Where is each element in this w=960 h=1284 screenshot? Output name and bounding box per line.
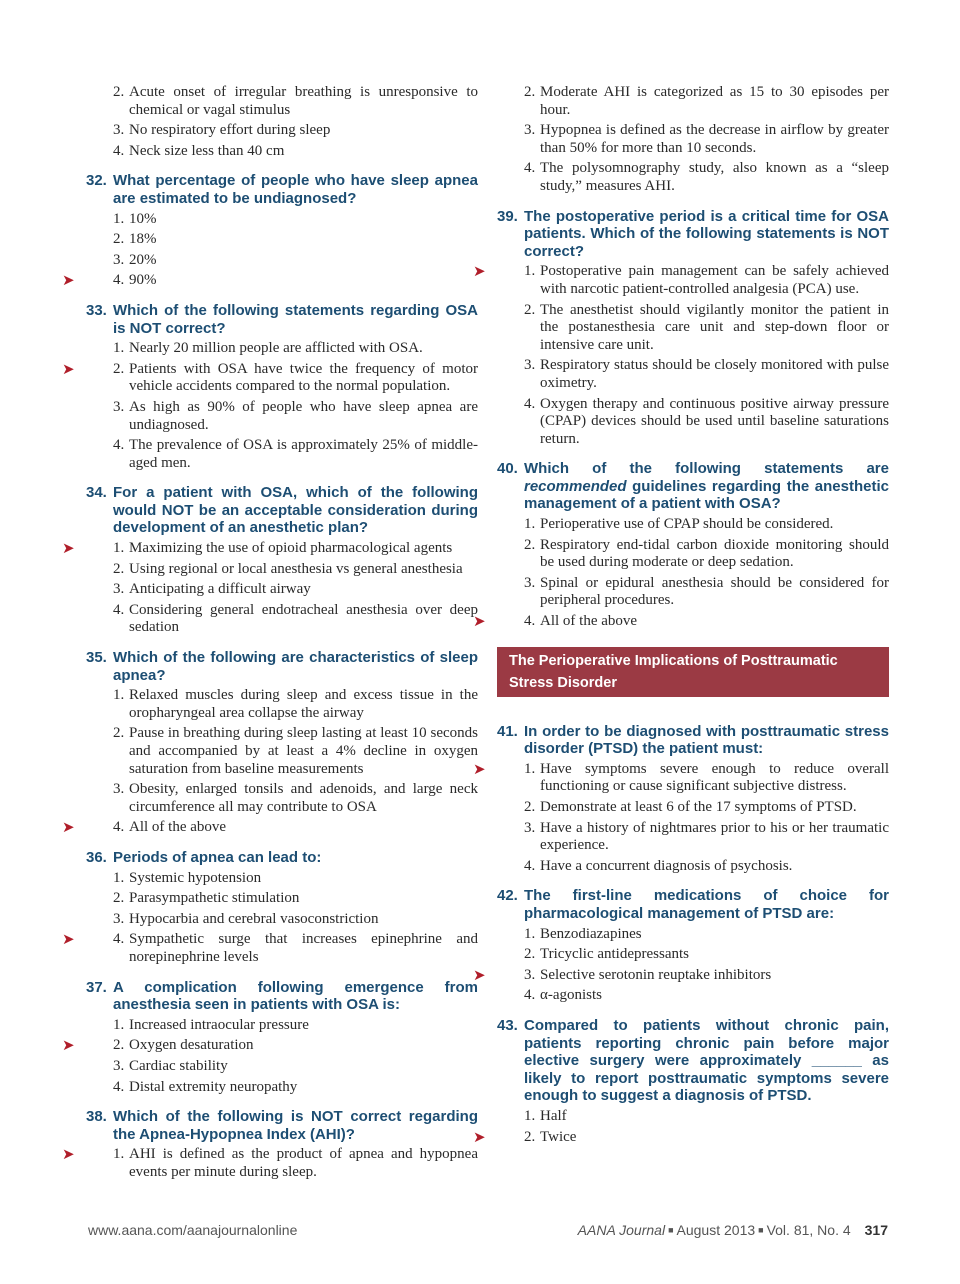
option-text: The prevalence of OSA is approximately 25% of middle-aged men. [129,437,478,471]
option-number: 1. [524,1107,536,1124]
question-number: 35. [86,649,107,667]
question-stem [86,978,478,1014]
option-number: 4. [524,395,536,412]
option [113,231,478,249]
option-text: Pause in breathing during sleep lasting at least 10 seconds and accompanied by at least a 4% decline in oxygen saturation from baseline measurements [129,725,478,777]
option [113,1079,478,1097]
option-text: Hypocarbia and cerebral vasoconstriction [129,910,379,927]
option-number: 2. [113,890,125,907]
option-text: Benzodiazapines [540,925,642,942]
option [62,539,478,558]
option-text: Increased intraocular pressure [129,1016,309,1033]
option-text: Half [540,1107,567,1124]
option [113,687,478,722]
option-number: 3. [113,910,125,927]
answer-arrow-icon: ➤ [62,1145,75,1164]
option: 4. Neck size less than 40 cm [113,142,285,159]
question-36 [62,848,478,967]
answer-arrow-icon: ➤ [62,359,75,378]
question-stem [86,649,478,684]
option-number: 2. [113,360,125,377]
option [473,1127,889,1147]
question-text: In order to be diagnosed with posttraumatic stress disorder (PTSD) the patient must: [524,722,889,758]
option: 2. Moderate AHI is categorized as 15 to 30 episodes per hour. [524,84,889,118]
option-text: Twice [540,1128,577,1145]
option [524,516,889,534]
question-stem [86,301,478,337]
question-33 [62,301,478,472]
option-text: Considering general endotracheal anesthesia over deep sedation [129,601,478,636]
option-number: 1. [113,687,125,704]
option [524,858,889,876]
option-number: 3. [113,581,125,598]
option-text: Cardiac stability [129,1057,228,1074]
option [62,1145,478,1181]
answer-arrow-icon: ➤ [62,930,75,949]
option [62,930,478,966]
option-text: The anesthetist should vigilantly monitor the patient in the postanesthesia care unit and step-down floor or intensive care unit. [540,301,889,353]
question-40 [473,460,889,631]
option-text: Oxygen desaturation [129,1037,254,1054]
left-column [62,84,478,1193]
question-32 [62,172,478,290]
question-41 [473,722,889,876]
question-text: For a patient with OSA, which of the following would NOT be an acceptable consideration during development of an anesthetic plan? [113,484,478,537]
option-text: Have a concurrent diagnosis of psychosis. [540,857,793,874]
option-text: 18% [129,231,157,248]
option-number: 4. [113,601,125,618]
option-text: α-agonists [540,987,603,1004]
section-banner: The Perioperative Implications of Posttraumatic Stress Disorder [497,647,889,697]
option-number: 2. [113,231,125,248]
option-number: 3. [524,966,536,983]
footer-citation [578,1222,888,1238]
option-text: Sympathetic surge that increases epinephrine and norepinephrine levels [129,931,478,965]
option [62,1036,478,1055]
option-list [473,516,889,631]
option-text: Nearly 20 million people are afflicted with OSA. [129,340,423,357]
option [524,1108,889,1126]
option-number: 2. [524,536,536,553]
option [524,396,889,449]
option [113,252,478,270]
question-number: 37. [86,978,107,996]
option-text: Maximizing the use of opioid pharmacological agents [129,540,453,557]
option [473,965,889,985]
option-number: 1. [113,210,125,227]
option-text: All of the above [129,819,227,836]
answer-arrow-icon: ➤ [62,1036,75,1055]
option [113,911,478,929]
option [113,781,478,816]
option-number: 2. [524,799,536,815]
right-question-list-b [473,722,889,1146]
option [524,946,889,964]
question-stem [86,484,478,537]
option-text: Oxygen therapy and continuous positive airway pressure (CPAP) devices should be used until baseline saturations return. [540,395,889,447]
question-42 [473,887,889,1005]
option-number: 2. [524,301,536,318]
option [113,725,478,778]
option-number: 1. [113,1146,125,1163]
question-number: 32. [86,172,107,190]
question-number: 43. [497,1016,518,1034]
question-stem [497,722,889,758]
q31-continuation [86,84,478,160]
question-stem [497,1016,889,1105]
option-number: 1. [113,340,125,357]
option [113,437,478,472]
option [113,561,478,579]
option [473,612,889,631]
option-text: Systemic hypotension [129,869,262,886]
option [524,357,889,392]
question-number: 36. [86,848,107,866]
option-number: 4. [113,819,125,836]
left-question-list [62,172,478,1181]
option-number: 4. [524,857,536,874]
option-text: Respiratory end-tidal carbon dioxide monitoring should be used during moderate or deep sedation. [540,536,889,571]
option-text: 20% [129,251,157,268]
option-number: 1. [113,1016,125,1033]
question-text: Which of the following are characteristics of sleep apnea? [113,649,478,684]
option-text: Have symptoms severe enough to reduce overall functioning or cause significant subjective distress. [540,760,889,795]
option-text: Selective serotonin reuptake inhibitors [540,966,772,983]
option-text: 10% [129,210,157,227]
question-number: 41. [497,722,518,740]
question-text: Which of the following statements regarding OSA is NOT correct? [113,301,478,337]
option [473,759,889,796]
option-text: Distal extremity neuropathy [129,1078,298,1095]
question-38 [62,1108,478,1181]
option [524,987,889,1005]
option: 2. Acute onset of irregular breathing is unresponsive to chemical or vagal stimulus [113,84,478,118]
option-text: Postoperative pain management can be safely achieved with narcotic patient-controlled analgesia (PCA) use. [540,263,889,297]
option [524,799,889,817]
answer-arrow-icon: ➤ [473,612,486,631]
option [113,399,478,434]
answer-arrow-icon: ➤ [473,262,486,281]
option-text: Using regional or local anesthesia vs general anesthesia [129,560,463,577]
option [113,581,478,599]
question-43 [473,1016,889,1146]
right-column [473,84,889,1158]
question-37 [62,978,478,1097]
option-text: As high as 90% of people who have sleep apnea are undiagnosed. [129,398,478,433]
option [524,926,889,944]
option-text: Parasympathetic stimulation [129,890,300,907]
option-number: 3. [524,819,536,836]
question-text: The first-line medications of choice for pharmacological management of PTSD are: [524,887,889,922]
question-stem [497,207,889,261]
question-stem [497,887,889,922]
option [113,602,478,637]
option: 3. No respiratory effort during sleep [113,122,331,139]
answer-arrow-icon: ➤ [62,818,75,837]
option-number: 1. [113,540,125,557]
journal-name: AANA Journal [577,1222,666,1238]
option: 4. The polysomnography study, also known as a “sleep study,” measures AHI. [524,160,889,194]
option-text: Spinal or epidural anesthesia should be considered for peripheral procedures. [540,574,889,609]
option [113,890,478,908]
q38-continuation [497,84,889,196]
option-text: Anticipating a difficult airway [129,581,311,598]
option-number: 2. [113,725,125,742]
answer-arrow-icon: ➤ [473,759,486,778]
question-number: 38. [86,1108,107,1126]
option-number: 3. [524,357,536,374]
option-number: 1. [524,263,536,280]
question-stem [86,1108,478,1143]
option-text: Relaxed muscles during sleep and excess tissue in the oropharyngeal area collapse the airway [129,687,478,721]
option-text: Perioperative use of CPAP should be considered. [540,516,834,533]
option-number: 1. [113,869,125,886]
option [524,575,889,610]
answer-arrow-icon: ➤ [62,271,75,290]
option-number: 2. [524,1128,536,1145]
answer-arrow-icon: ➤ [473,965,486,984]
option [113,211,478,229]
question-number: 42. [497,887,518,905]
option [473,262,889,298]
question-stem [86,848,478,867]
option [524,302,889,355]
option-number: 3. [524,574,536,591]
option [113,1017,478,1035]
option-number: 3. [113,398,125,415]
question-text: The postoperative period is a critical time for OSA patients. Which of the following statements is NOT correct? [524,207,889,260]
option [62,271,478,290]
separator-icon: ■ [668,1225,674,1235]
answer-arrow-icon: ➤ [473,1127,486,1146]
option [524,820,889,855]
option-number: 1. [524,925,536,942]
question-text: Compared to patients without chronic pain, patients reporting chronic pain before major elective surgery were approximately ______ as likely to report posttraumatic symptoms severe enough to suggest a diagnosis of PTSD. [524,1016,889,1105]
question-number: 39. [497,207,518,225]
option-text: Demonstrate at least 6 of the 17 symptoms of PTSD. [540,799,857,815]
issue-date: August 2013 [676,1222,756,1238]
option-number: 4. [113,272,125,289]
option [113,1058,478,1076]
right-question-list-a [473,207,889,449]
option-number: 2. [113,1037,125,1054]
question-text: Periods of apnea can lead to: [113,848,322,866]
question-number: 33. [86,301,107,319]
option-number: 3. [113,1057,125,1074]
option-number: 1. [524,516,536,533]
option-number: 4. [113,1078,125,1095]
option [524,537,889,572]
option [113,870,478,888]
option-text: Respiratory status should be closely monitored with pulse oximetry. [540,357,889,391]
option [113,340,478,358]
option-number: 3. [113,781,125,798]
page-number: 317 [864,1222,888,1238]
option-number: 3. [113,251,125,268]
footer-url: www.aana.com/aanajournalonline [88,1222,298,1238]
option-number: 4. [524,613,536,630]
option [62,359,478,396]
option-text: 90% [129,272,157,289]
question-text: A complication following emergence from anesthesia seen in patients with OSA is: [113,978,478,1014]
option-text: Tricyclic antidepressants [540,946,689,963]
question-text: What percentage of people who have sleep apnea are estimated to be undiagnosed? [113,172,478,207]
option-number: 4. [524,987,536,1004]
option-text: Obesity, enlarged tonsils and adenoids, and large neck circumference all may contribute to OSA [129,781,478,815]
question-35 [62,649,478,837]
option-number: 4. [113,931,125,948]
option [62,818,478,837]
volume-info: Vol. 81, No. 4 [766,1222,851,1238]
question-39 [473,207,889,449]
answer-arrow-icon: ➤ [62,539,75,558]
option-number: 2. [524,946,536,963]
option-text: All of the above [540,613,638,630]
question-number: 34. [86,484,107,502]
question-stem: 40. Which of the following statements are recommended guidelines regarding the anesthetic management of a patient with OSA? [497,460,889,513]
question-text: Which of the following is NOT correct regarding the Apnea-Hypopnea Index (AHI)? [113,1108,478,1143]
option-number: 1. [524,760,536,777]
option: 3. Hypopnea is defined as the decrease in airflow by greater than 50% for more than 10 seconds. [524,122,889,156]
option-text: Patients with OSA have twice the frequency of motor vehicle accidents compared to the normal population. [129,360,478,395]
separator-icon: ■ [758,1225,764,1235]
option-text: AHI is defined as the product of apnea and hypopnea events per minute during sleep. [129,1146,478,1180]
option-text: Have a history of nightmares prior to his or her traumatic experience. [540,819,889,854]
option-number: 2. [113,560,125,577]
question-stem [86,172,478,207]
option-number: 4. [113,437,125,454]
question-34 [62,484,478,637]
